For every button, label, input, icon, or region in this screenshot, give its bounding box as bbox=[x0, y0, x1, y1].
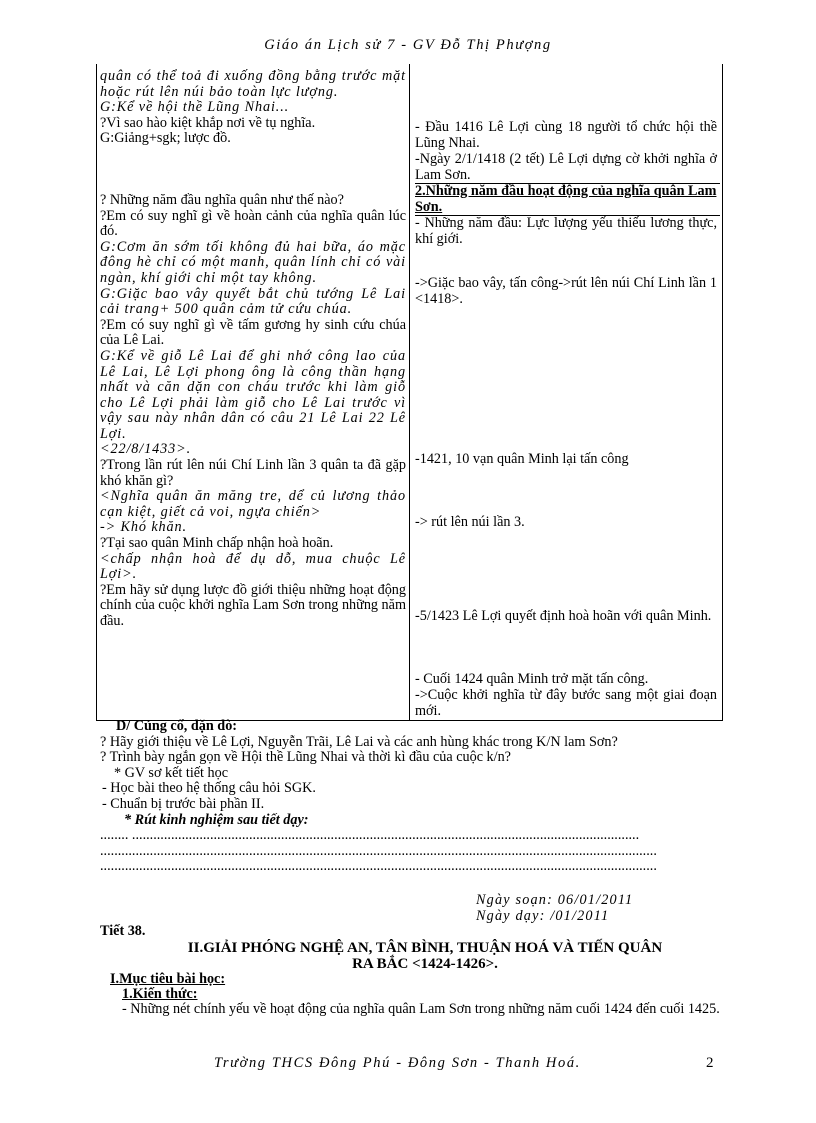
left-spacer bbox=[100, 147, 406, 193]
lesson-title bbox=[120, 940, 730, 972]
left-paragraph: ?Em có suy nghĩ gì về hoàn cảnh của nghĩa quân lúc đó. bbox=[100, 207, 406, 240]
left-paragraph: G:Cơm ăn sớm tối không đủ hai bữa, áo mặc đông hè chỉ có một manh, quân lính chỉ có vài ngàn, khí giới chỉ một tay không. bbox=[100, 238, 406, 286]
question-2: ? Trình bày ngắn gọn về Hội thề Lũng Nhai và thời kì đầu của cuộc k/n? bbox=[100, 749, 511, 766]
question-1: ? Hãy giới thiệu về Lê Lợi, Nguyễn Trãi, Lê Lai và các anh hùng khác trong K/N lam Sơn? bbox=[100, 733, 618, 750]
left-paragraph: ?Em hãy sử dụng lược đồ giới thiệu những hoạt động chính của cuộc khởi nghĩa Lam Sơn trong những năm đầu. bbox=[100, 581, 406, 629]
table-divider bbox=[409, 64, 410, 720]
objectives-heading: I.Mục tiêu bài học: bbox=[110, 971, 226, 987]
right-item: -1421, 10 vạn quân Minh lại tấn công bbox=[415, 451, 629, 467]
right-item: - Đầu 1416 Lê Lợi cùng 18 người tổ chức hội thề Lũng Nhai. bbox=[415, 119, 717, 151]
prepared-date: Ngày soạn: 06/01/2011 bbox=[476, 892, 634, 908]
page-footer: Trường THCS Đông Phú - Đông Sơn - Thanh Hoá. bbox=[214, 1055, 581, 1071]
right-item: ->Giặc bao vây, tấn công->rút lên núi Chí Linh lần 1 <1418>. bbox=[415, 275, 717, 307]
dotted-line: ............................................................................................................................................................. bbox=[100, 843, 657, 859]
lesson-table bbox=[96, 64, 723, 721]
dotted-line: ............................................................................................................................................................. bbox=[100, 859, 657, 875]
lesson-title-line1: II.GIẢI PHÓNG NGHỆ AN, TÂN BÌNH, THUẬN HOÁ VÀ TIẾN QUÂN bbox=[187, 940, 663, 956]
consolidation-section bbox=[100, 719, 720, 875]
left-paragraph: G:Kể về hội thề Lũng Nhai... bbox=[100, 99, 290, 116]
left-paragraph: <Nghĩa quân ăn măng tre, dể củ lương thảo cạn kiệt, giết cả voi, ngựa chiến> bbox=[100, 488, 406, 520]
right-item: -Ngày 2/1/1418 (2 tết) Lê Lợi dựng cờ khởi nghĩa ở Lam Sơn. bbox=[415, 151, 717, 183]
right-item: -> rút lên núi lần 3. bbox=[415, 514, 525, 530]
lesson-number: Tiết 38. bbox=[100, 923, 146, 939]
taught-date: Ngày dạy: /01/2011 bbox=[476, 907, 610, 924]
knowledge-body: - Những nét chính yếu về hoạt động của nghĩa quân Lam Sơn trong những năm cuối 1424 đến cuối 1425. bbox=[122, 1001, 720, 1017]
right-item: - Cuối 1424 quân Minh trở mặt tấn công. bbox=[415, 671, 649, 687]
left-paragraph: ?Vì sao hào kiệt khắp nơi về tụ nghĩa. bbox=[100, 114, 316, 131]
right-item: - Những năm đầu: Lực lượng yếu thiếu lương thực, khí giới. bbox=[415, 215, 717, 247]
dotted-line: ........ ............................................................................................................................................... bbox=[100, 828, 640, 844]
experience-heading: * Rút kinh nghiệm sau tiết dạy: bbox=[124, 811, 309, 828]
left-paragraph: ?Trong lần rút lên núi Chí Linh lần 3 quân ta đã gặp khó khăn gì? bbox=[100, 457, 406, 489]
right-section-title: 2.Những năm đầu hoạt động của nghĩa quân Lam Sơn. bbox=[415, 183, 717, 215]
left-paragraph: G:Giặc bao vây quyết bắt chủ tướng Lê Lai cải trang+ 500 quân cảm tử cứu chúa. bbox=[100, 285, 406, 318]
left-paragraph: ? Những năm đầu nghĩa quân như thế nào? bbox=[100, 191, 344, 208]
page-header: Giáo án Lịch sử 7 - GV Đỗ Thị Phượng bbox=[264, 37, 552, 53]
left-paragraph: quân có thể toả đi xuống đồng bằng trước mặt hoặc rút lên núi bảo toàn lực lượng. bbox=[100, 68, 406, 100]
left-paragraph: G:Giảng+sgk; lược đồ. bbox=[100, 130, 231, 147]
right-item: ->Cuộc khởi nghĩa từ đây bước sang một giai đoạn mới. bbox=[415, 687, 717, 719]
summary-line: * GV sơ kết tiết học bbox=[114, 764, 229, 781]
left-paragraph: ?Tại sao quân Minh chấp nhận hoà hoãn. bbox=[100, 535, 334, 552]
consolidation-heading: D/ Củng cố, dặn dò: bbox=[116, 718, 238, 734]
table-left-column bbox=[100, 69, 406, 630]
lesson-title-line2: RA BẮC <1424-1426>. bbox=[352, 956, 498, 972]
left-paragraph: <22/8/1433>. bbox=[100, 441, 192, 458]
page-number: 2 bbox=[706, 1055, 714, 1071]
homework-2: - Chuẩn bị trước bài phần II. bbox=[102, 795, 265, 812]
left-paragraph: <chấp nhận hoà để dụ dỗ, mua chuộc Lê Lợi>. bbox=[100, 550, 406, 583]
knowledge-heading: 1.Kiến thức: bbox=[122, 986, 198, 1002]
homework-1: - Học bài theo hệ thống câu hỏi SGK. bbox=[102, 780, 316, 797]
left-paragraph: -> Khó khăn. bbox=[100, 519, 187, 536]
right-item: -5/1423 Lê Lợi quyết định hoà hoãn với quân Minh. bbox=[415, 608, 712, 624]
lesson-dates bbox=[476, 893, 633, 924]
left-paragraph: G:Kể về giỗ Lê Lai để ghi nhớ công lao của Lê Lai, Lê Lợi phong ông là công thần hạng nhất và căn dặn con cháu trước khi làm giỗ cho Lê Lợi phải làm giỗ cho Lê Lai trước vì vậy sau này nhân dân có câu 21 Lê Lai 22 Lê Lợi. bbox=[100, 347, 406, 442]
left-paragraph: ?Em có suy nghĩ gì về tấm gương hy sinh cứu chúa của Lê Lai. bbox=[100, 316, 406, 349]
